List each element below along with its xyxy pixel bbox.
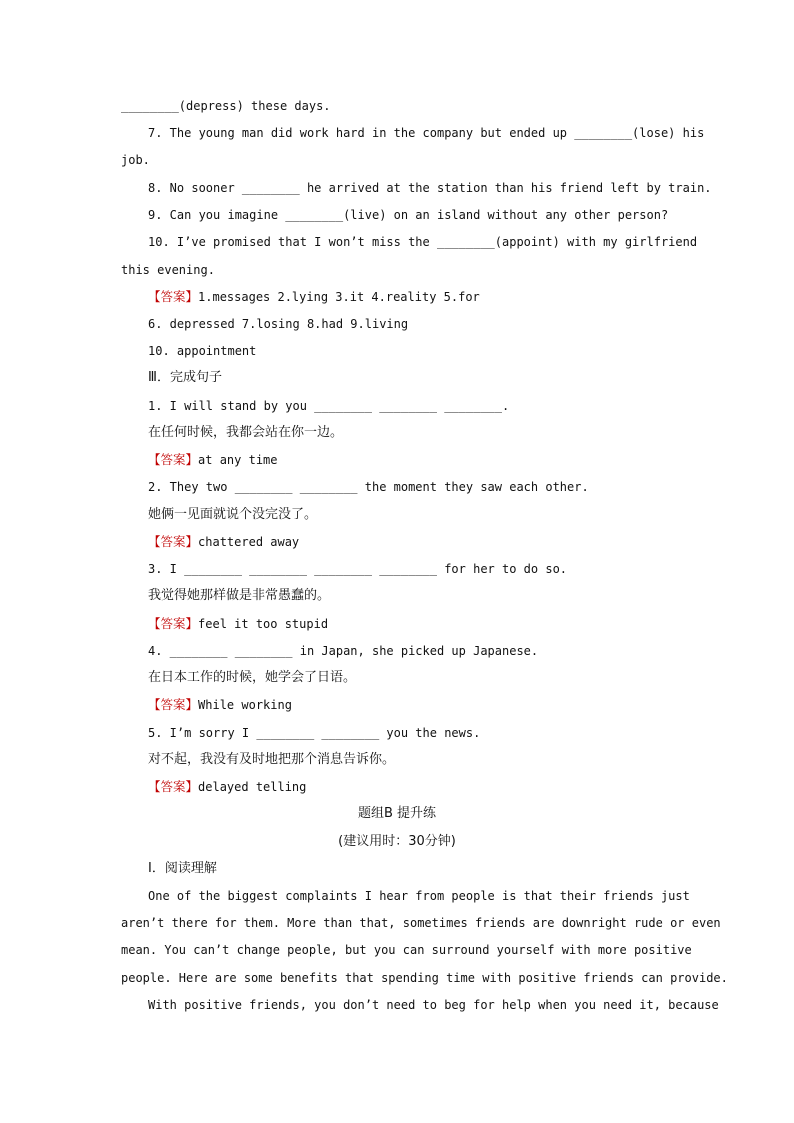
paragraph-line: With positive friends, you don’t need to beg for help when you need it, because [148, 998, 719, 1012]
exercise-line: 9. Can you imagine ________(live) on an island without any other person? [148, 208, 669, 222]
answer-text: at any time [198, 453, 278, 467]
exercise-line: job. [121, 153, 150, 167]
group-title: 题组B 提升练 [357, 806, 437, 821]
paragraph-line: people. Here are some benefits that spending time with positive friends can provide. [121, 971, 728, 985]
answer-line [148, 534, 676, 550]
answer-text: chattered away [198, 535, 300, 549]
answer-line: 6. depressed 7.losing 8.had 9.living [148, 317, 409, 331]
answer-line [148, 289, 676, 305]
sentence-translation: 我觉得她那样做是非常愚蠢的。 [148, 588, 331, 603]
answer-text: 1.messages 2.lying 3.it 4.reality 5.for [198, 290, 480, 304]
exercise-line: 8. No sooner ________ he arrived at the station than his friend left by train. [148, 181, 712, 195]
answer-line: 10. appointment [148, 344, 257, 358]
paragraph-line: mean. You can’t change people, but you can surround yourself with more positive [121, 943, 692, 957]
answer-line [148, 697, 676, 713]
sentence-translation: 她俩一见面就说个没完没了。 [148, 507, 318, 522]
exercise-line: this evening. [121, 263, 215, 277]
group-time-note: (建议用时：30分钟) [338, 834, 456, 849]
sentence-question: 5. I’m sorry I ________ ________ you the news. [148, 726, 481, 740]
answer-tag: 【答案】 [148, 697, 199, 712]
section-heading: Ⅲ．完成句子 [148, 370, 222, 385]
sentence-question: 3. I ________ ________ ________ ________ for her to do so. [148, 562, 568, 576]
paragraph-line: One of the biggest complaints I hear from people is that their friends just [148, 889, 690, 903]
reading-heading: Ⅰ．阅读理解 [148, 861, 217, 876]
answer-line [148, 452, 676, 468]
answer-tag: 【答案】 [148, 779, 199, 794]
sentence-question: 1. I will stand by you ________ ________ ________. [148, 399, 510, 413]
sentence-question: 2. They two ________ ________ the moment they saw each other. [148, 480, 589, 494]
sentence-translation: 对不起，我没有及时地把那个消息告诉你。 [148, 752, 396, 767]
sentence-translation: 在日本工作的时候，她学会了日语。 [148, 670, 357, 685]
exercise-line: 10. I’ve promised that I won’t miss the ________(appoint) with my girlfriend [148, 235, 698, 249]
answer-text: delayed telling [198, 780, 307, 794]
answer-line [148, 616, 676, 632]
exercise-line: 7. The young man did work hard in the company but ended up ________(lose) his [148, 126, 705, 140]
answer-tag: 【答案】 [148, 452, 199, 467]
answer-tag: 【答案】 [148, 289, 199, 304]
answer-line [148, 779, 676, 795]
sentence-question: 4. ________ ________ in Japan, she picked up Japanese. [148, 644, 539, 658]
answer-text: While working [198, 698, 292, 712]
exercise-line: ________(depress) these days. [121, 99, 331, 113]
paragraph-line: aren’t there for them. More than that, sometimes friends are downright rude or even [121, 916, 721, 930]
answer-tag: 【答案】 [148, 534, 199, 549]
answer-tag: 【答案】 [148, 616, 199, 631]
sentence-translation: 在任何时候，我都会站在你一边。 [148, 425, 344, 440]
answer-text: feel it too stupid [198, 617, 329, 631]
